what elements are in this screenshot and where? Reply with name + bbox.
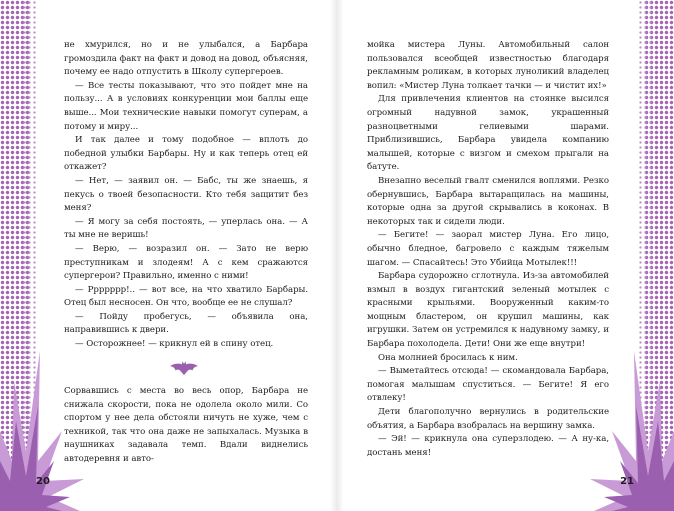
- paragraph: — Все тесты показывают, что это пойдет мне на пользу... А в условиях конкуренции мои баллы еще выше... Мои технические навыки помогут суперам, а потому и миру...: [64, 80, 308, 132]
- bat-icon: [169, 361, 199, 375]
- page-gutter: [330, 0, 344, 511]
- paragraph: И так далее и тому подобное — вплоть до победной улыбки Барбары. Ну и как теперь отец ей откажет?: [64, 135, 308, 173]
- paragraph: мойка мистера Луны. Автомобильный салон пользовался всеобщей известностью благодаря рекламным роликам, в которых луноликий владелец вопил: «Мистер Луна толкает тачки — и чистит их!»: [367, 40, 609, 91]
- paragraph: — Нет, — заявил он. — Бабс, ты же знаешь, я пекусь о твоей безопасности. Кто тебя защитит без меня?: [64, 175, 308, 214]
- paragraph: — Выметайтесь отсюда! — скомандовала Барбара, помогая малышам спуститься. — Бегите! Я его отвлеку!: [367, 366, 609, 404]
- page-number-right: 21: [620, 476, 634, 487]
- paragraph: Для привлечения клиентов на стоянке высился огромный надувной замок, украшенный разноцветными гелиевыми шарами. Приблизившись, Барбара увидела компанию малышей, которые с визгом и смехом прыгали на батуте.: [367, 94, 609, 173]
- paragraph: — Осторожнее! — крикнул ей в спину отец.: [75, 339, 274, 350]
- paragraph: — Верю, — возразил он. — Зато не верю преступникам и злодеям! А с кем сражаются супергерои? Правильно, именно с ними!: [64, 243, 308, 282]
- paragraph: — Бегите! — заорал мистер Луна. Его лицо, обычно бледное, багровело с каждым тяжелым шагом. — Спасайтесь! Это Убийца Мотылек!!!: [367, 230, 609, 268]
- paragraph: — Ррррррр!.. — вот все, на что хватило Барбары. Отец был несносен. Он что, вообще ее не слушал?: [64, 284, 308, 309]
- paragraph: Барбара судорожно сглотнула. Из-за автомобилей взмыл в воздух гигантский зеленый мотылек с красными крыльями. Вооруженный каким-то мощным бластером, он крушил машины, как игрушки. Затем он устремился к надувному замку, и Барбара похолодела. Дети! Они же еще внутри!: [367, 271, 609, 350]
- paragraph: не хмурился, но и не улыбался, а Барбара громоздила факт на факт и довод на довод, объясняя, почему ее надо отпустить в Школу супергероев.: [64, 40, 308, 78]
- paragraph: — Я могу за себя постоять, — уперлась она. — А ты мне не веришь!: [64, 216, 308, 241]
- paragraph: Она молнией бросилась к ним.: [378, 352, 518, 363]
- page-number-left: 20: [36, 476, 50, 487]
- paragraph: — Эй! — крикнула она суперзлодею. — А ну-ка, достань меня!: [367, 434, 609, 458]
- paragraph: Дети благополучно вернулись в родительские объятия, а Барбара взобралась на вершину замка.: [367, 407, 609, 431]
- paragraph: — Пойду пробегусь, — объявила она, направившись к двери.: [64, 311, 308, 336]
- left-page-text-bottom: [64, 385, 308, 467]
- paragraph: Внезапно веселый гвалт сменился воплями. Резко обернувшись, Барбара вытаращилась на машины, которые одна за другой скрывались в коконах. В некоторых так и сидели люди.: [367, 175, 609, 227]
- right-page-text: [367, 39, 609, 460]
- paragraph: Сорвавшись с места во весь опор, Барбара не снижала скорости, пока не одолела около мили. Со спортом у нее дела обстояли ничуть не хуже, чем с техникой, так что она даже не запыхалась. Музыка в наушниках задавала темп. Вдали виднелись автодеревня и авто-: [64, 386, 308, 464]
- left-page-text-top: [64, 39, 308, 352]
